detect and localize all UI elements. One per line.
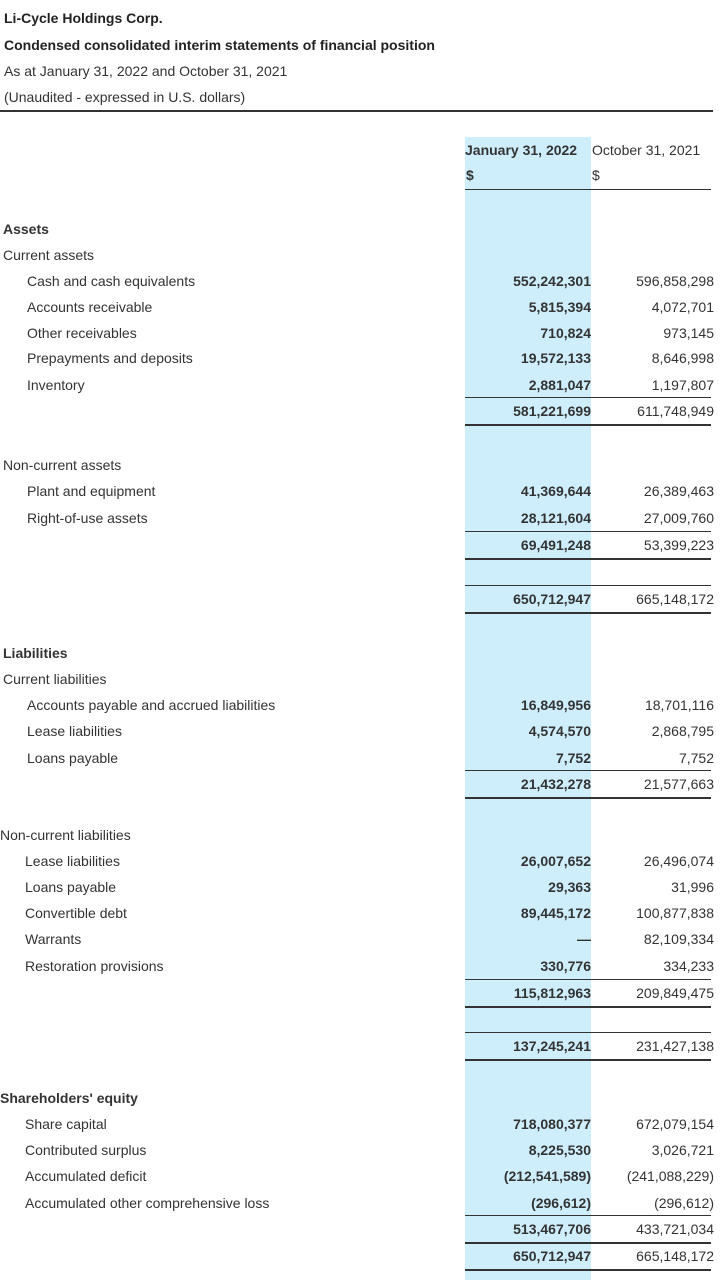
value-prior: 26,496,074 [643, 853, 714, 869]
subtotal-rule-above [465, 397, 711, 398]
line-item-label: Plant and equipment [27, 483, 156, 499]
header-divider [0, 110, 713, 112]
subtotal-rule-above [465, 531, 711, 532]
line-item-label: Right-of-use assets [27, 510, 148, 526]
subtotal-prior: 231,427,138 [636, 1038, 714, 1054]
value-current: 89,445,172 [520, 905, 591, 921]
value-current: 28,121,604 [520, 510, 591, 526]
subtotal-rule-below [465, 424, 711, 426]
subtotal-rule-below [465, 558, 711, 560]
subtotal-rule-above [465, 1032, 711, 1033]
line-item-label: Accounts payable and accrued liabilities [27, 697, 276, 713]
group-heading: Non-current liabilities [0, 827, 131, 843]
subtotal-rule-below [465, 612, 711, 614]
subtotal-rule-below [465, 1006, 711, 1008]
value-prior: 8,646,998 [651, 350, 714, 366]
value-prior: 18,701,116 [644, 697, 714, 713]
column-header-current: January 31, 2022 [465, 142, 578, 158]
line-item-label: Convertible debt [25, 905, 127, 921]
subtotal-prior: 665,148,172 [636, 1248, 714, 1264]
value-prior: 672,079,154 [636, 1116, 714, 1132]
value-prior: 82,109,334 [643, 931, 714, 947]
line-item-label: Loans payable [27, 750, 119, 766]
subtotal-rule-above [465, 770, 711, 771]
line-item-label: Lease liabilities [25, 853, 120, 869]
line-item-label: Inventory [27, 377, 85, 393]
subtotal-current: 650,712,947 [513, 591, 591, 607]
value-prior: 31,996 [671, 879, 714, 895]
value-current: 4,574,570 [528, 723, 591, 739]
date-line: As at January 31, 2022 and October 31, 2021 [4, 63, 288, 79]
value-current: — [577, 931, 591, 947]
statement-title: Condensed consolidated interim statements of financial position [4, 37, 435, 53]
group-heading: Non-current assets [3, 457, 122, 473]
value-prior: (241,088,229) [626, 1168, 714, 1184]
subtotal-prior: 665,148,172 [636, 591, 714, 607]
value-prior: 26,389,463 [643, 483, 714, 499]
line-item-label: Warrants [25, 931, 82, 947]
subtotal-current: 137,245,241 [513, 1038, 591, 1054]
subtotal-rule-above [465, 979, 711, 980]
value-current: 5,815,394 [528, 299, 591, 315]
value-current: 2,881,047 [528, 377, 591, 393]
value-current: 8,225,530 [528, 1142, 591, 1158]
subtotal-current: 581,221,699 [513, 403, 591, 419]
subtotal-current: 21,432,278 [520, 776, 591, 792]
line-item-label: Lease liabilities [27, 723, 122, 739]
subtotal-prior: 209,849,475 [636, 985, 714, 1001]
line-item-label: Other receivables [27, 325, 137, 341]
currency-unit-prior: $ [592, 167, 600, 183]
value-current: (296,612) [531, 1195, 591, 1211]
value-current: 718,080,377 [513, 1116, 591, 1132]
line-item-label: Loans payable [25, 879, 117, 895]
value-prior: 27,009,760 [643, 510, 714, 526]
line-item-label: Restoration provisions [25, 958, 164, 974]
company-name: Li-Cycle Holdings Corp. [4, 10, 163, 26]
group-heading: Current liabilities [3, 671, 107, 687]
line-item-label: Accumulated deficit [25, 1168, 147, 1184]
line-item-label: Accumulated other comprehensive loss [25, 1195, 270, 1211]
subtotal-rule-above [465, 1215, 711, 1216]
value-current: 26,007,652 [520, 853, 591, 869]
section-heading: Liabilities [3, 645, 68, 661]
value-prior: 7,752 [678, 750, 714, 766]
subtotal-rule-above [465, 585, 711, 586]
subtotal-prior: 21,577,663 [643, 776, 714, 792]
line-item-label: Share capital [25, 1116, 107, 1132]
value-prior: (296,612) [654, 1195, 714, 1211]
value-current: 16,849,956 [520, 697, 591, 713]
value-prior: 2,868,795 [651, 723, 714, 739]
value-prior: 596,858,298 [636, 273, 714, 289]
subtotal-current: 115,812,963 [513, 985, 591, 1001]
value-prior: 3,026,721 [651, 1142, 714, 1158]
section-heading: Shareholders' equity [0, 1090, 138, 1106]
value-prior: 1,197,807 [651, 377, 714, 393]
subtotal-rule-below [465, 797, 711, 799]
value-current: 7,752 [555, 750, 591, 766]
subtotal-prior: 53,399,223 [643, 537, 714, 553]
subtotal-rule-above [465, 1242, 711, 1243]
subtotal-rule-below [465, 1269, 711, 1271]
value-prior: 334,233 [663, 958, 714, 974]
subtotal-prior: 611,748,949 [637, 403, 714, 419]
column-header-prior: October 31, 2021 [592, 142, 701, 158]
value-current: 330,776 [540, 958, 591, 974]
value-current: 710,824 [540, 325, 591, 341]
line-item-label: Prepayments and deposits [27, 350, 193, 366]
section-heading: Assets [3, 221, 49, 237]
value-prior: 100,877,838 [636, 905, 714, 921]
subtotal-current: 513,467,706 [513, 1221, 591, 1237]
value-current: 19,572,133 [520, 350, 591, 366]
value-current: 29,363 [548, 879, 591, 895]
subtotal-current: 69,491,248 [520, 537, 591, 553]
subtotal-rule-below [465, 1059, 711, 1061]
line-item-label: Cash and cash equivalents [27, 273, 196, 289]
line-item-label: Contributed surplus [25, 1142, 147, 1158]
subtotal-prior: 433,721,034 [636, 1221, 714, 1237]
value-prior: 973,145 [663, 325, 714, 341]
currency-unit-current: $ [466, 167, 474, 183]
value-prior: 4,072,701 [651, 299, 714, 315]
column-header-rule [465, 189, 711, 190]
value-current: 41,369,644 [520, 483, 591, 499]
subtotal-current: 650,712,947 [513, 1248, 591, 1264]
value-current: 552,242,301 [513, 273, 591, 289]
line-item-label: Accounts receivable [27, 299, 153, 315]
group-heading: Current assets [3, 247, 95, 263]
unaudited-note: (Unaudited - expressed in U.S. dollars) [4, 89, 246, 105]
value-current: (212,541,589) [503, 1168, 591, 1184]
